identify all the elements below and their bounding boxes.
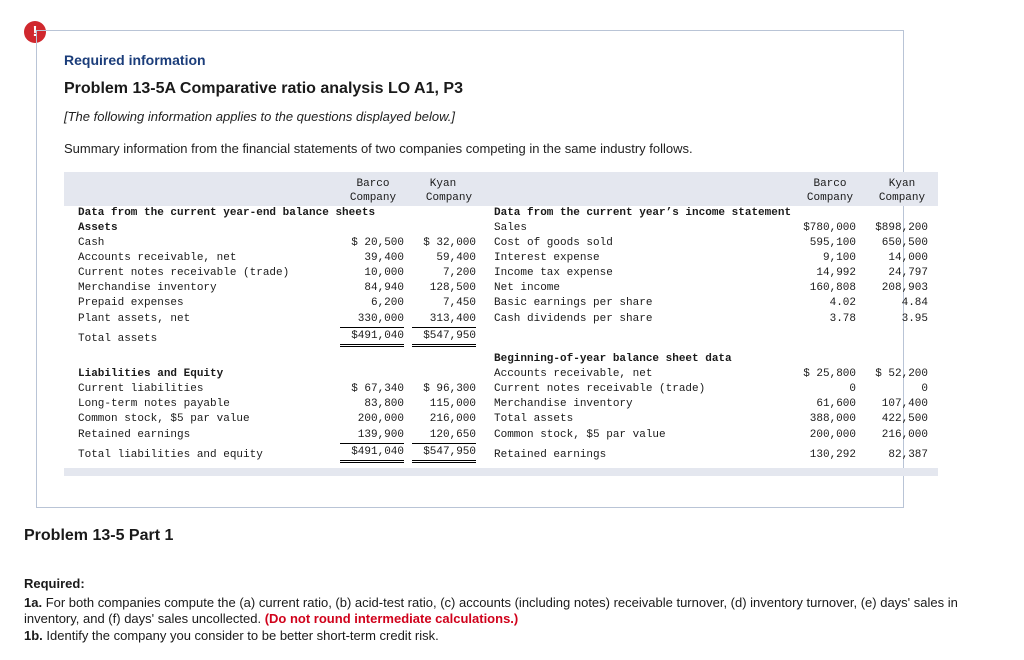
required-info-label: Required information xyxy=(64,52,206,68)
income-barco: 14,992 xyxy=(816,267,856,279)
footer-band xyxy=(64,468,938,476)
col-kyan-line1: Kyan xyxy=(429,178,457,190)
asset-kyan: $ 32,000 xyxy=(423,237,476,249)
asset-label: Cash xyxy=(78,237,105,249)
asset-barco: 10,000 xyxy=(364,267,404,279)
col-kyan-line2-right: Company xyxy=(878,192,926,204)
income-label: Sales xyxy=(494,222,528,234)
asset-kyan: 7,450 xyxy=(442,297,476,309)
liability-barco: 83,800 xyxy=(364,398,404,410)
liabilities-heading: Liabilities and Equity xyxy=(78,368,224,380)
beginning-barco: 130,292 xyxy=(809,449,856,461)
liability-barco: $ 67,340 xyxy=(351,383,404,395)
beginning-label: Total assets xyxy=(494,413,574,425)
income-label: Cost of goods sold xyxy=(494,237,613,249)
asset-kyan: 313,400 xyxy=(412,312,476,328)
beginning-heading: Beginning-of-year balance sheet data xyxy=(494,353,732,365)
liability-kyan: $ 96,300 xyxy=(423,383,476,395)
required-label: Required: xyxy=(24,576,85,591)
income-barco: 595,100 xyxy=(809,237,856,249)
asset-barco: $ 20,500 xyxy=(351,237,404,249)
beginning-label: Common stock, $5 par value xyxy=(494,429,666,441)
income-barco: $780,000 xyxy=(803,222,856,234)
income-barco: 9,100 xyxy=(822,252,856,264)
total-liab-kyan: $547,950 xyxy=(412,445,476,463)
col-barco-line1: Barco xyxy=(356,178,390,190)
req-1b-text: Identify the company you consider to be better short-term credit risk. xyxy=(42,628,439,643)
asset-barco: 6,200 xyxy=(370,297,404,309)
income-kyan: 24,797 xyxy=(888,267,928,279)
requirement-1b xyxy=(24,628,439,643)
asset-label: Merchandise inventory xyxy=(78,282,217,294)
income-barco: 4.02 xyxy=(829,297,856,309)
beginning-label: Current notes receivable (trade) xyxy=(494,383,706,395)
beginning-label: Accounts receivable, net xyxy=(494,368,653,380)
asset-label: Current notes receivable (trade) xyxy=(78,267,290,279)
financial-statement-table xyxy=(64,172,938,476)
req-1a-number: 1a. xyxy=(24,595,43,610)
beginning-barco: 200,000 xyxy=(809,429,856,441)
income-barco: 160,808 xyxy=(809,282,856,294)
total-assets-barco: $491,040 xyxy=(340,329,404,347)
liability-label: Retained earnings xyxy=(78,429,191,441)
liability-barco: 200,000 xyxy=(357,413,404,425)
col-barco-line2: Company xyxy=(349,192,397,204)
income-label: Basic earnings per share xyxy=(494,297,653,309)
beginning-barco: $ 25,800 xyxy=(803,368,856,380)
liability-kyan: 216,000 xyxy=(429,413,476,425)
col-kyan-line2: Company xyxy=(425,192,473,204)
asset-kyan: 128,500 xyxy=(429,282,476,294)
beginning-barco: 0 xyxy=(849,383,856,395)
asset-label: Accounts receivable, net xyxy=(78,252,237,264)
problem-title: Problem 13-5A Comparative ratio analysis LO A1, P3 xyxy=(64,80,463,97)
income-label: Net income xyxy=(494,282,561,294)
liability-kyan: 115,000 xyxy=(429,398,476,410)
beginning-kyan: 422,500 xyxy=(881,413,928,425)
alert-icon: ! xyxy=(24,21,46,43)
income-barco: 3.78 xyxy=(829,313,856,325)
total-liab-barco: $491,040 xyxy=(340,445,404,463)
liability-label: Current liabilities xyxy=(78,383,204,395)
col-kyan-line1-right: Kyan xyxy=(888,178,916,190)
total-assets-kyan: $547,950 xyxy=(412,329,476,347)
summary-text: Summary information from the financial statements of two companies competing in the same industry follows. xyxy=(64,141,693,156)
part-title: Problem 13-5 Part 1 xyxy=(24,527,174,544)
beginning-kyan: 107,400 xyxy=(881,398,928,410)
income-kyan: 4.84 xyxy=(901,297,928,309)
beginning-kyan: 0 xyxy=(921,383,928,395)
liability-label: Long-term notes payable xyxy=(78,398,230,410)
asset-kyan: 59,400 xyxy=(436,252,476,264)
liability-barco: 139,900 xyxy=(340,428,404,444)
col-barco-line2-right: Company xyxy=(806,192,854,204)
beginning-kyan: $ 52,200 xyxy=(875,368,928,380)
income-statement-heading: Data from the current year’s income statement xyxy=(494,207,792,219)
total-assets-label: Total assets xyxy=(78,333,158,345)
income-label: Income tax expense xyxy=(494,267,613,279)
asset-kyan: 7,200 xyxy=(442,267,476,279)
beginning-barco: 388,000 xyxy=(809,413,856,425)
income-kyan: 208,903 xyxy=(881,282,928,294)
beginning-label: Retained earnings xyxy=(494,449,607,461)
asset-label: Plant assets, net xyxy=(78,313,191,325)
income-kyan: 14,000 xyxy=(888,252,928,264)
income-kyan: 3.95 xyxy=(901,313,928,325)
col-barco-line1-right: Barco xyxy=(813,178,847,190)
income-label: Cash dividends per share xyxy=(494,313,653,325)
asset-barco: 39,400 xyxy=(364,252,404,264)
asset-label: Prepaid expenses xyxy=(78,297,184,309)
rounding-warning: (Do not round intermediate calculations.) xyxy=(264,611,519,626)
asset-barco: 330,000 xyxy=(340,312,404,328)
requirement-1a xyxy=(24,595,984,627)
req-1a-text: For both companies compute the (a) current ratio, (b) acid-test ratio, (c) accounts (including notes) receivable turnover, (d) inventory turnover, (e) days' sales in inventory, and (f) days' sales uncollected. xyxy=(24,595,958,626)
income-label: Interest expense xyxy=(494,252,600,264)
beginning-kyan: 216,000 xyxy=(881,429,928,441)
liability-label: Common stock, $5 par value xyxy=(78,413,250,425)
assets-heading: Assets xyxy=(78,222,118,234)
beginning-label: Merchandise inventory xyxy=(494,398,633,410)
balance-sheet-heading: Data from the current year-end balance sheets xyxy=(78,207,376,219)
beginning-kyan: 82,387 xyxy=(888,449,928,461)
liability-kyan: 120,650 xyxy=(412,428,476,444)
beginning-barco: 61,600 xyxy=(816,398,856,410)
total-liab-label: Total liabilities and equity xyxy=(78,449,263,461)
asset-barco: 84,940 xyxy=(364,282,404,294)
income-kyan: $898,200 xyxy=(875,222,928,234)
income-kyan: 650,500 xyxy=(881,237,928,249)
req-1b-number: 1b. xyxy=(24,628,43,643)
info-note: [The following information applies to the questions displayed below.] xyxy=(64,109,455,124)
